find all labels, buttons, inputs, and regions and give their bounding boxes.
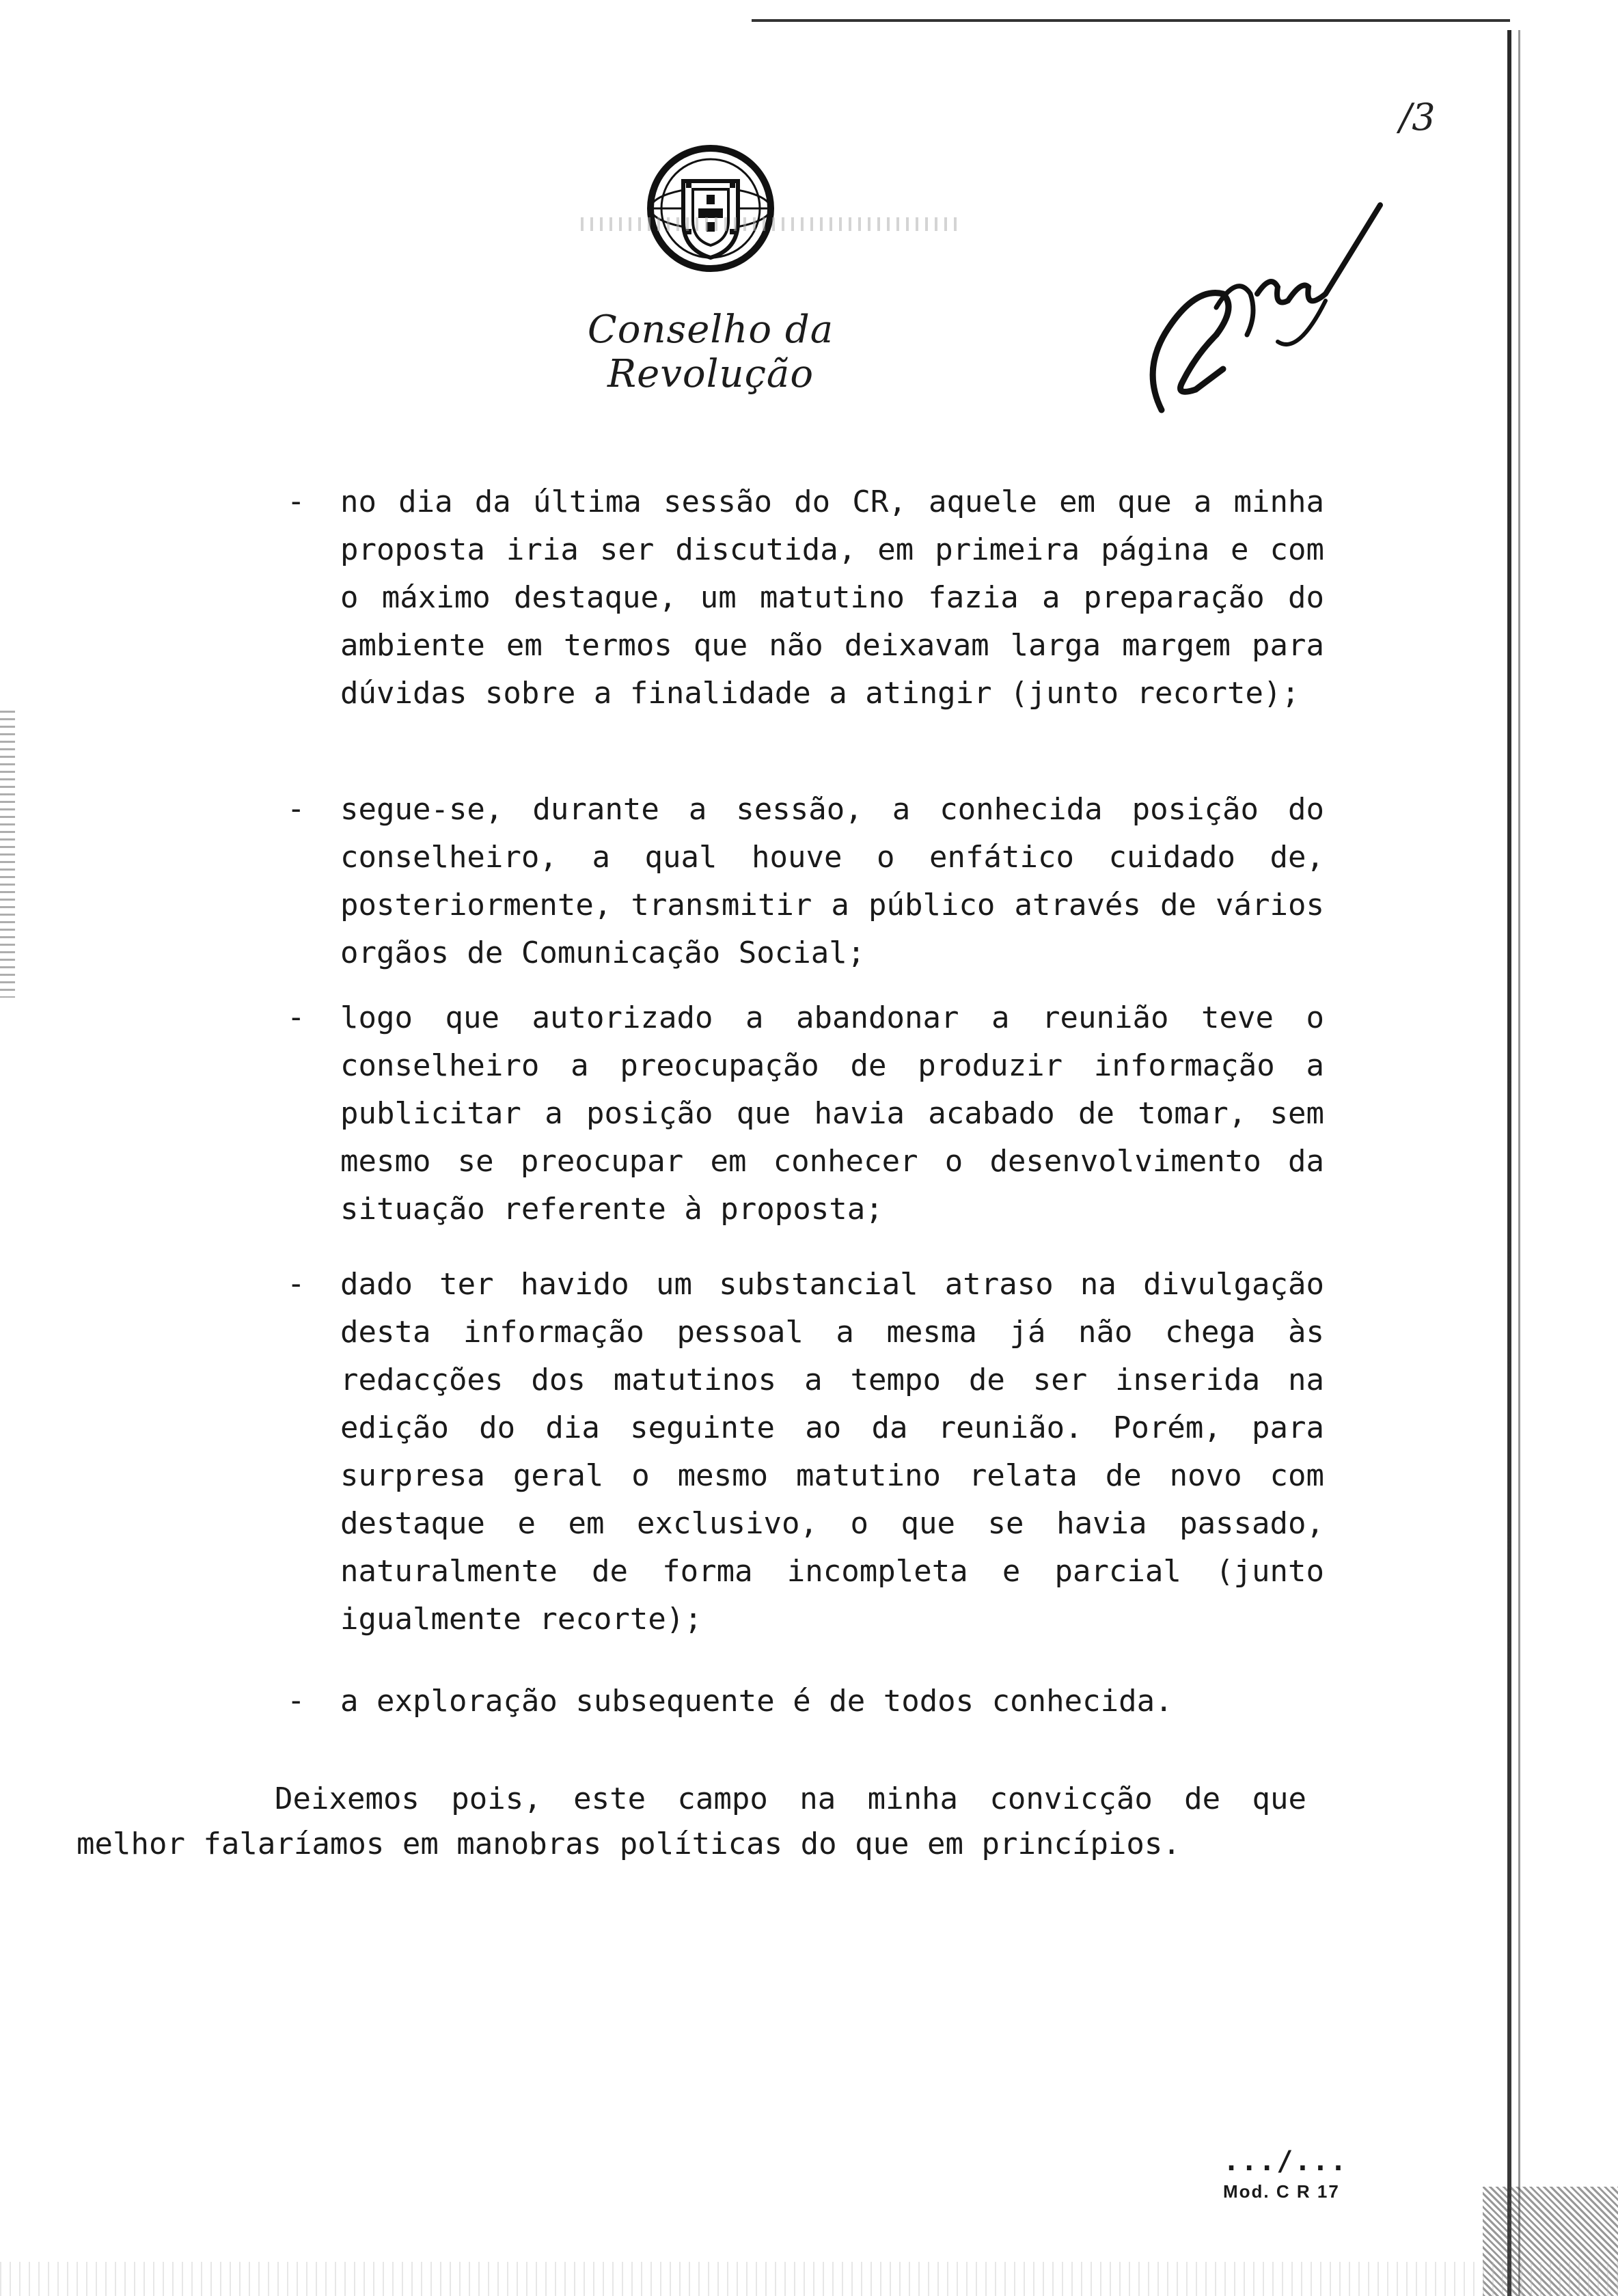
list-item-text: logo que autorizado a abandonar a reunião teve o conselheiro a preocupação de produzir informação a publicitar a posição que havia acabado de tomar, sem mesmo se preocupar em conhecer o desenvolvimento da situação referente à proposta; [340, 1000, 1324, 1227]
list-dash: - [287, 1000, 305, 1035]
top-edge-rule [752, 19, 1510, 22]
scan-noise-bottom [0, 2262, 1618, 2296]
continuation-mark: .../... [1223, 2146, 1348, 2177]
scan-noise-left [0, 711, 15, 998]
list-dash: - [287, 484, 305, 519]
coat-of-arms-emblem [642, 140, 779, 284]
list-dash: - [287, 1266, 305, 1301]
list-item-text: a exploração subsequente é de todos conhecida. [340, 1684, 1173, 1719]
form-model-code: Mod. C R 17 [1223, 2181, 1340, 2202]
page-right-edge [1507, 30, 1511, 2296]
institution-name: Conselho da Revolução [587, 308, 834, 396]
handwritten-signature [1121, 191, 1394, 424]
list-item-text: segue-se, durante a sessão, a conhecida posição do conselheiro, a qual houve o enfático cuidado de, posteriormente, transmitir a público através de vários orgãos de Comunicação Social; [340, 792, 1324, 970]
list-dash: - [287, 791, 305, 826]
page-number: /3 [1399, 96, 1436, 139]
list-item-text: no dia da última sessão do CR, aquele em que a minha proposta iria ser discutida, em primeira página e com o máximo destaque, um matutino fazia a preparação do ambiente em termos que não deixavam larga margem para dúvidas sobre a finalidade a atingir (junto recorte); [340, 484, 1324, 711]
list-item-text: dado ter havido um substancial atraso na divulgação desta informação pessoal a mesma já não chega às redacções dos matutinos a tempo de ser inserida na edição do dia seguinte ao da reunião. Porém, para surpresa geral o mesmo matutino relata de novo com destaque e em exclusivo, o que se havia passado, naturalmente de forma incompleta e parcial (junto igualmente recorte); [340, 1267, 1324, 1637]
closing-paragraph: Deixemos pois, este campo na minha convicção de que melhor falaríamos em manobras políticas do que em princípios. [77, 1781, 1306, 1861]
faint-print-artifact [581, 217, 963, 231]
list-dash: - [287, 1683, 305, 1718]
